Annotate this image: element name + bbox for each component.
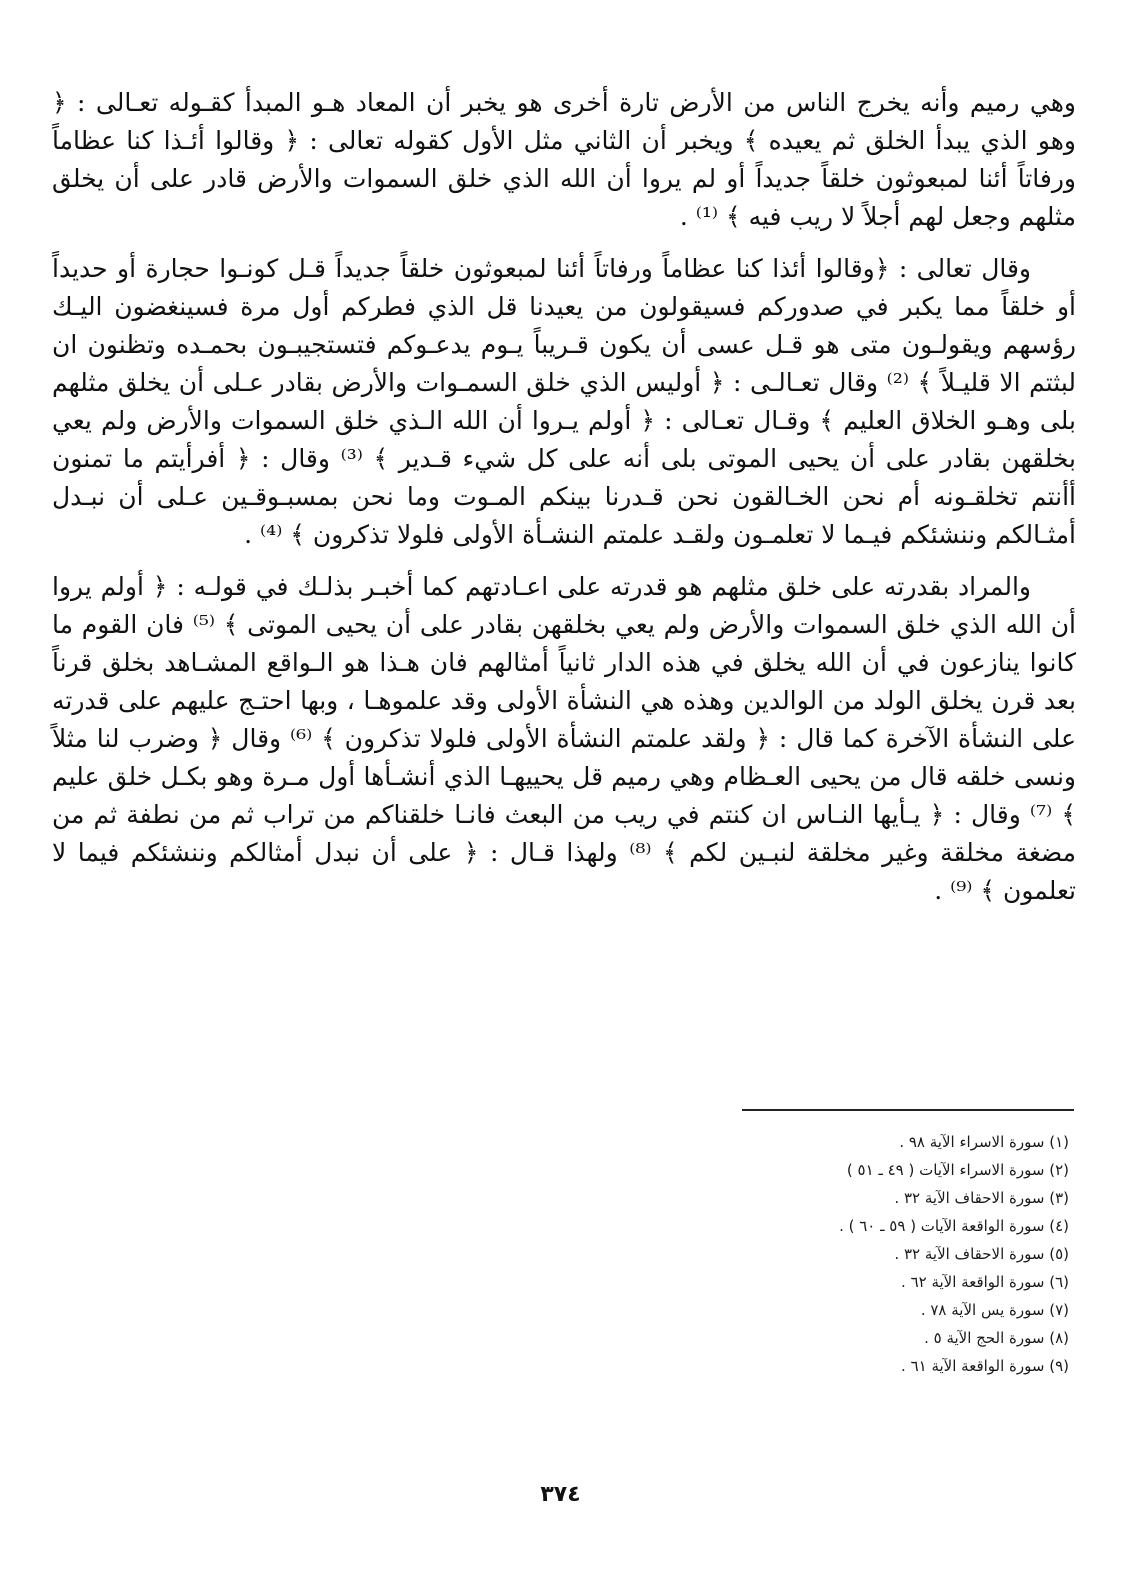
page-number: ٣٧٤ bbox=[540, 1482, 581, 1507]
paragraph-1: وهي رميم وأنه يخرج الناس من الأرض تارة أخرى هو يخبر أن المعاد هـو المبدأ كقـوله تعـالى : ﴿ وهو الذي يبدأ الخلق ثم يعيده ﴾ ويخبر أن الثاني مثل الأول كقوله تعالى : ﴿ وقالوا أئـذا كنا عظاماً ورفاتاً أئنا لمبعوثون خلقاً جديداً أو لم يروا أن الله الذي خلق السموات والأرض قادر على أن يخلق مثلهم وجعل لهم أجلاً لا ريب فيه ﴾ ⁽¹⁾ . bbox=[52, 88, 1076, 231]
footnote-3: (٣) سورة الاحقاف الآية ٣٢ . bbox=[894, 1189, 1069, 1207]
footnote-5: (٥) سورة الاحقاف الآية ٣٢ . bbox=[894, 1245, 1069, 1263]
footnotes-list bbox=[839, 1128, 1069, 1380]
footnote-6: (٦) سورة الواقعة الآية ٦٢ . bbox=[901, 1273, 1069, 1291]
footnote-9: (٩) سورة الواقعة الآية ٦١ . bbox=[901, 1357, 1069, 1375]
paragraph-3: والمراد بقدرته على خلق مثلهم هو قدرته على اعـادتهم كما أخبـر بذلـك في قولـه : ﴿ أولم يروا أن الله الذي خلق السموات والأرض ولم يعي بخلقهن بقادر على أن يحيى الموتى ﴾ ⁽⁵⁾ فان القوم ما كانوا ينازعون في أن الله يخلق في هذه الدار ثانياً أمثالهم فان هـذا هو الـواقع المشـاهد بخلق قرناً بعد قرن يخلق الولد من الوالدين وهذه هي النشأة الأولى وقد علموهـا ، وبها احتـج عليهم على قدرته على النشأة الآخرة كما قال : ﴿ ولقد علمتم النشأة الأولى فلولا تذكرون ﴾ ⁽⁶⁾ وقال ﴿ وضرب لنا مثلاً ونسى خلقه قال من يحيى العـظام وهي رميم قل يحييهـا الذي أنشـأها أول مـرة وهو بكـل خلق عليم ﴾ ⁽⁷⁾ وقال : ﴿ يـأيها النـاس ان كنتم في ريب من البعث فانـا خلقناكم من تراب ثم من نطفة ثم من مضغة مخلقة وغير مخلقة لنبـين لكم ﴾ ⁽⁸⁾ ولهذا قـال : ﴿ على أن نبدل أمثالكم وننشئكم فيما لا تعلمون ﴾ ⁽⁹⁾ . bbox=[52, 572, 1077, 905]
footnote-8: (٨) سورة الحج الآية ٥ . bbox=[924, 1329, 1069, 1347]
main-text bbox=[52, 84, 1076, 910]
footnote-7: (٧) سورة يس الآية ٧٨ . bbox=[920, 1301, 1069, 1319]
footnote-2: (٢) سورة الاسراء الآيات ( ٤٩ ـ ٥١ ) bbox=[846, 1161, 1069, 1179]
paragraph-2: وقال تعالى : ﴿وقالوا أئذا كنا عظاماً ورفاتاً أئنا لمبعوثون خلقاً جديداً قـل كونـوا حجارة أو حديداً أو خلقاً مما يكبر في صدوركم فسيقولون من يعيدنا قل الذي فطركم أول مرة فسينغضون اليـك رؤسهم ويقولـون متى هو قـل عسى أن يكون قـريباً يـوم يدعـوكم فتستجيبـون بحمـده وتظنون ان لبثتم الا قليـلاً ﴾ ⁽²⁾ وقال تعـالـى : ﴿ أوليس الذي خلق السمـوات والأرض بقادر عـلى أن يخلق مثلهم بلى وهـو الخلاق العليم ﴾ وقـال تعـالى : ﴿ أولم يـروا أن الله الـذي خلق السموات والأرض ولم يعي بخلقهن بقادر على أن يحيى الموتى بلى أنه على كل شيء قـدير ﴾ ⁽³⁾ وقال : ﴿ أفرأيتم ما تمنون أأنتم تخلقـونه أم نحن الخـالقون نحن قـدرنا بينكم المـوت وما نحن بمسبـوقـين عـلى أن نبـدل أمثـالكم وننشئكم فيـما لا تعلمـون ولقـد علمتم النشـأة الأولى فلولا تذكرون ﴾ ⁽⁴⁾ . bbox=[52, 254, 1076, 549]
footnote-4: (٤) سورة الواقعة الآيات ( ٥٩ ـ ٦٠ ) . bbox=[839, 1217, 1069, 1235]
footnote-divider bbox=[742, 1109, 1074, 1111]
footnote-1: (١) سورة الاسراء الآية ٩٨ . bbox=[899, 1133, 1069, 1151]
